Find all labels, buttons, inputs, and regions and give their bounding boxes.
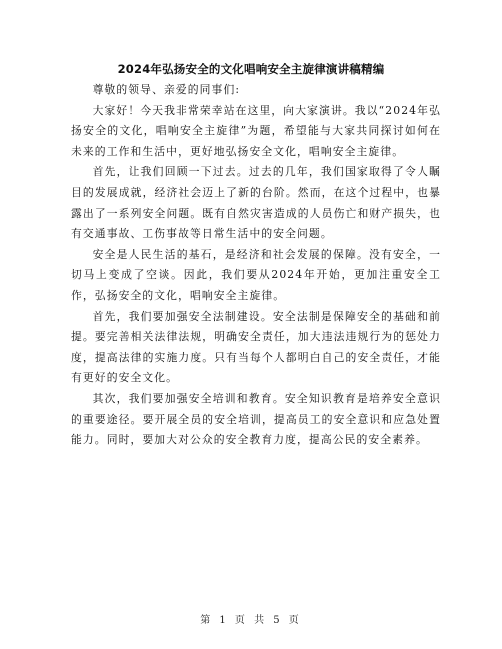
page-number-footer: 第 1 页 共 5 页 — [200, 615, 302, 626]
document-title: 2024年弘扬安全的文化唱响安全主旋律演讲稿精编 — [117, 62, 385, 76]
salutation: 尊敬的领导、亲爱的同事们: — [92, 83, 241, 96]
paragraph-5: 其次，我们要加强安全培训和教育。安全知识教育是培养安全意识的重要途径。要开展全员的安全培训，提高员工的安全意识和应急处置能力。同时，要加大对公众的安全教育力度，提高公民的安全素养。 — [71, 391, 441, 447]
paragraph-4: 首先，我们要加强安全法制建设。安全法制是保障安全的基础和前提。要完善相关法律法规，明确安全责任，加大违法违规行为的惩处力度，提高法律的实施力度。只有当每个人都明白自己的安全责任，才能有更好的安全文化。 — [71, 309, 441, 385]
document-body — [71, 80, 441, 451]
paragraph-2: 首先，让我们回顾一下过去。过去的几年，我们国家取得了令人瞩目的发展成就，经济社会迈上了新的台阶。然而，在这个过程中，也暴露出了一系列安全问题。既有自然灾害造成的人员伤亡和财产损失，也有交通事故、工伤事故等日常生活中的安全问题。 — [71, 165, 441, 241]
paragraph-1: 大家好！今天我非常荣幸站在这里，向大家演讲。我以“2024年弘扬安全的文化，唱响安全主旋律”为题，希望能与大家共同探讨如何在未来的工作和生活中，更好地弘扬安全文化，唱响安全主旋律。 — [71, 103, 441, 158]
paragraph-3: 安全是人民生活的基石，是经济和社会发展的保障。没有安全，一切马上变成了空谈。因此，我们要从2024年开始，更加注重安全工作，弘扬安全的文化，唱响安全主旋律。 — [71, 247, 441, 302]
